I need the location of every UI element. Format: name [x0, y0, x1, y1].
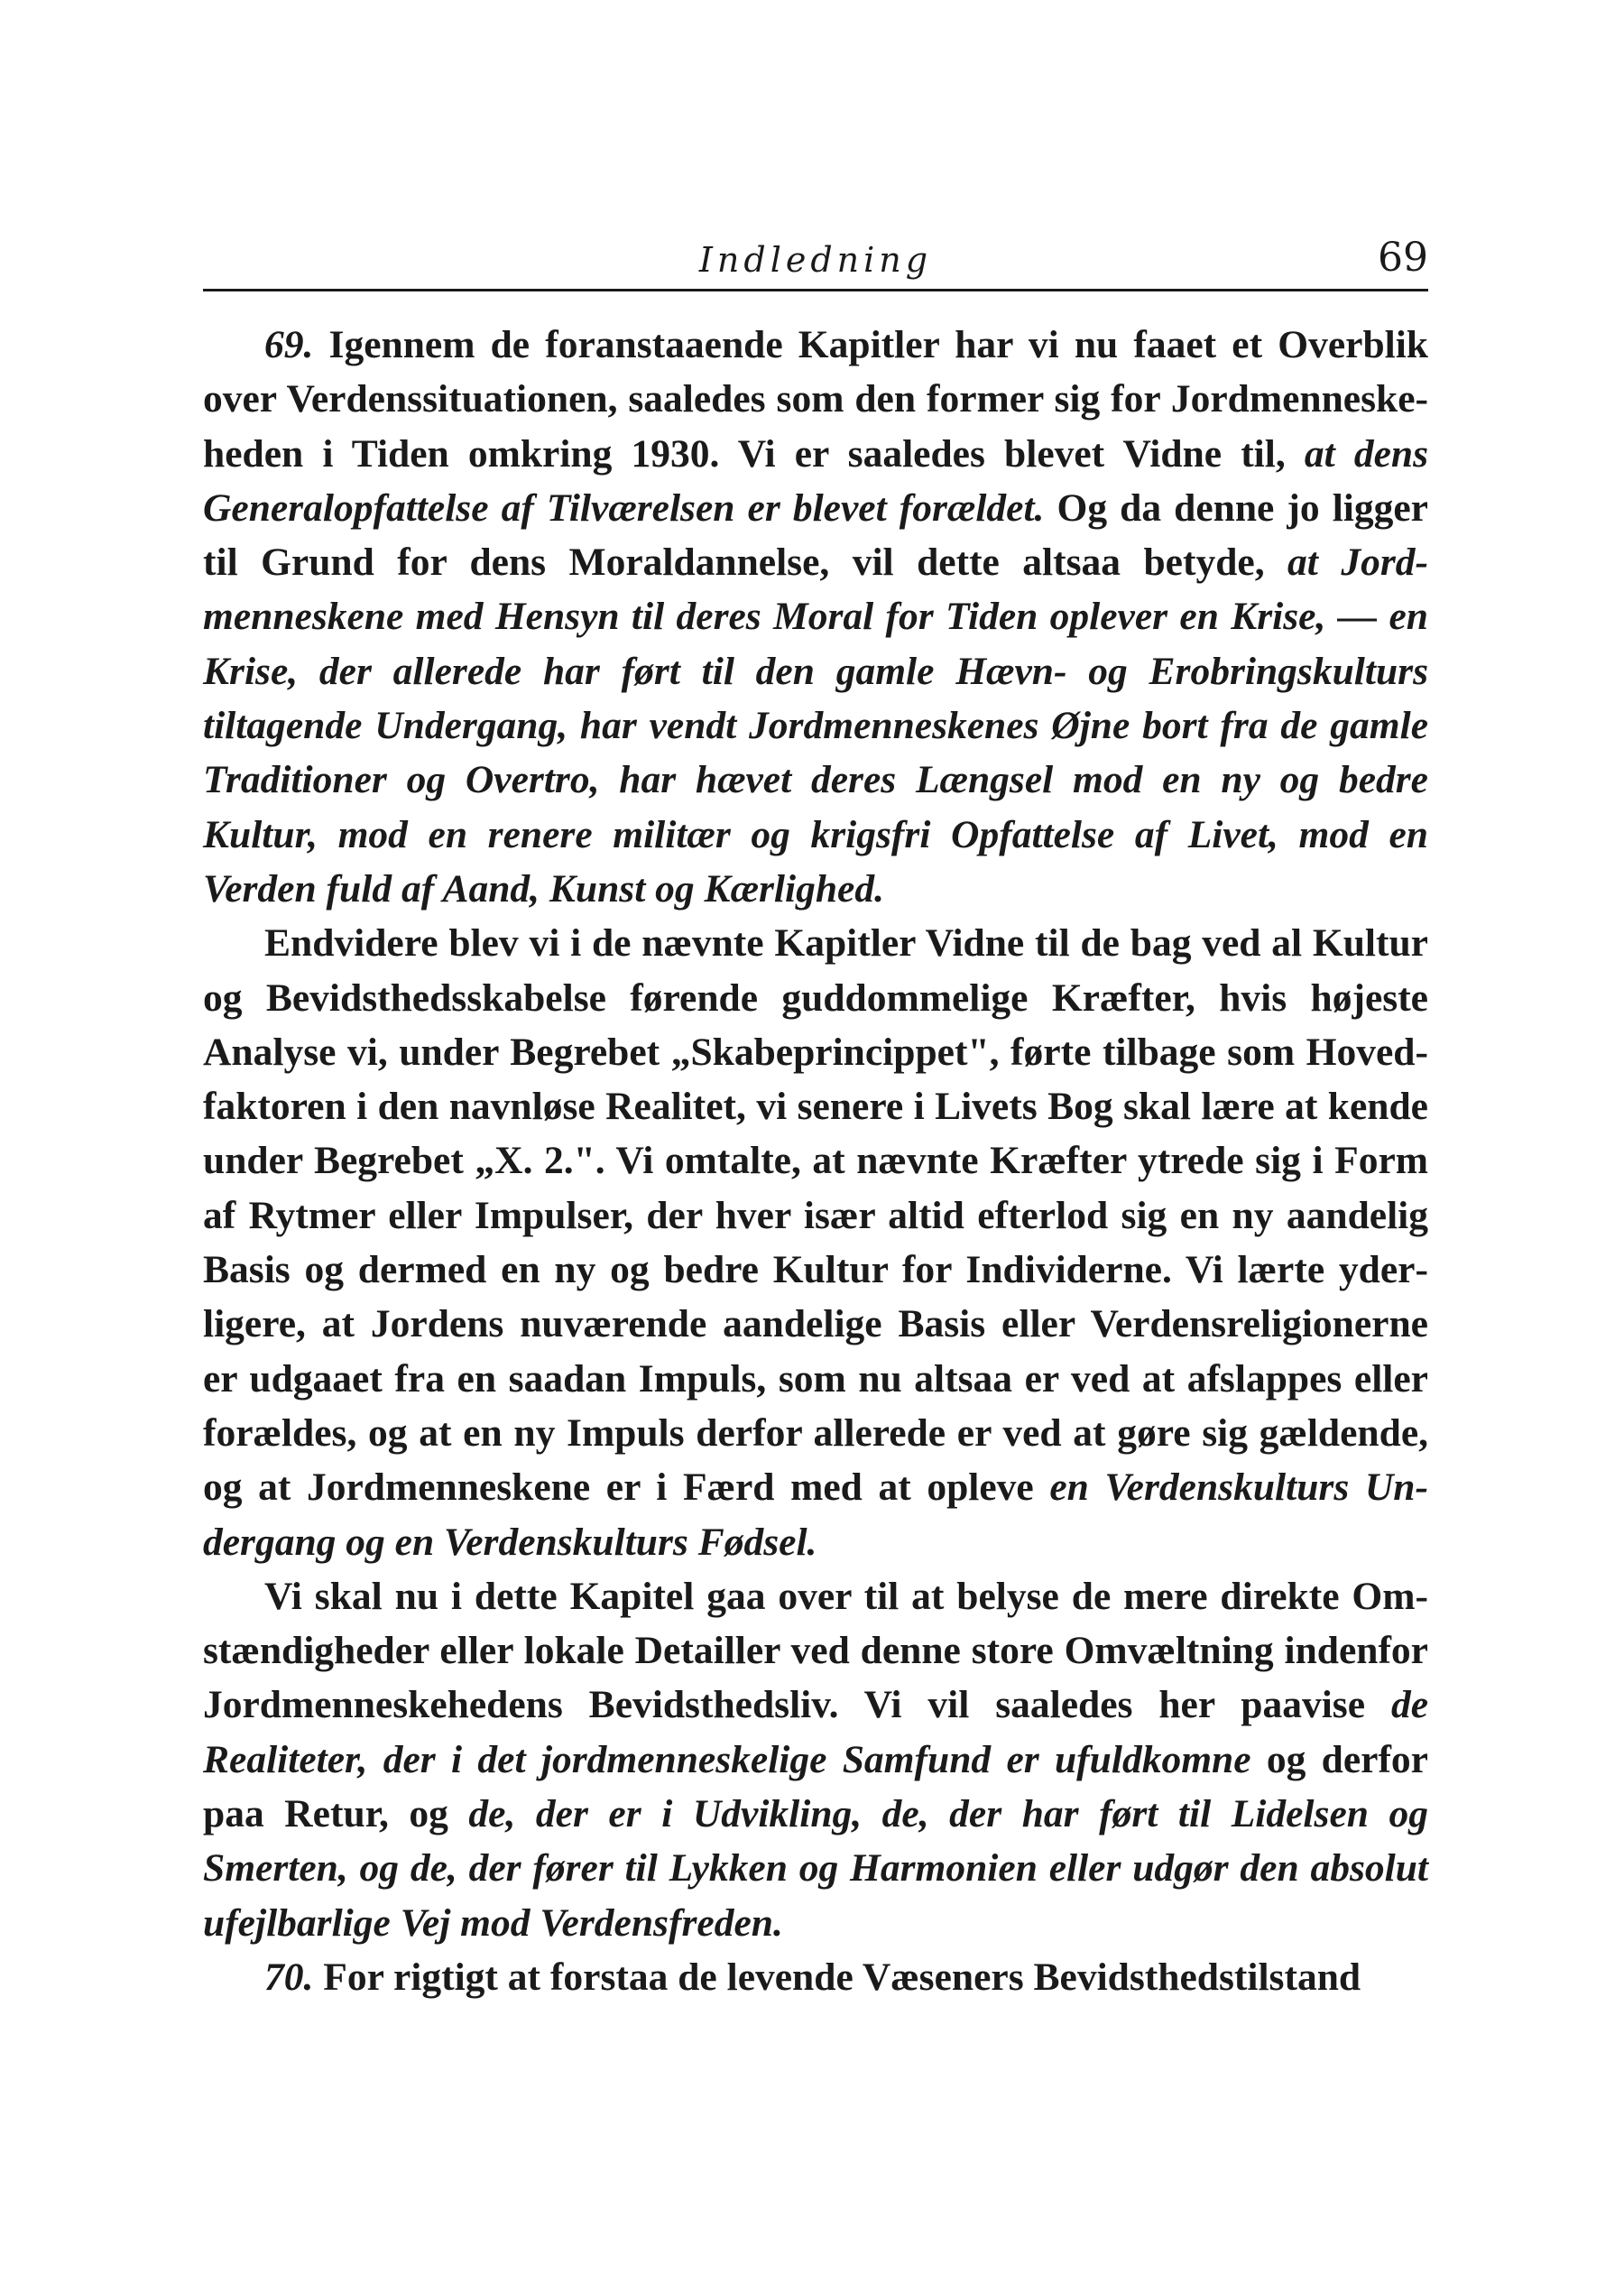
italic-run: at dens Generalopfattelse af Tilværelsen er blevet forældet.: [203, 431, 1428, 530]
paragraph-69: [203, 318, 1428, 916]
italic-run: en Verdenskulturs Undergang og en Verdenskulturs Fødsel.: [203, 1465, 1428, 1564]
text-run: og derfor paa Retur, og: [203, 1737, 1428, 1836]
chapter-title: Indledning: [698, 240, 933, 280]
running-header: [203, 235, 1428, 291]
italic-run: de, der er i Udvikling, de, der har ført til Lidelsen og Smerten, og de, der fører til Lykken og Harmonien eller udgør den absolut ufejlbarlige Vej mod Verdensfreden.: [203, 1792, 1428, 1945]
italic-run: 70.: [264, 1955, 314, 1999]
paragraph-endvidere: [203, 916, 1428, 1569]
italic-run: de Realiteter, der i det jordmenneskelige Samfund er ufuldkomne: [203, 1683, 1428, 1781]
text-run: For rigtigt at forstaa de levende Væseners Bevidsthedstilstand: [313, 1955, 1361, 1999]
page-number: 69: [1378, 235, 1428, 281]
paragraph-70: [203, 1950, 1428, 2004]
text-run: Og da denne jo ligger til Grund for dens Moraldannelse, vil dette altsaa betyde,: [203, 485, 1428, 585]
text-run: Vi skal nu i dette Kapitel gaa over til at belyse de mere direkte Omstændigheder eller lokale Detailler ved denne store Omvæltning indenfor Jordmenneskehedens Bevidsthedsliv. Vi vil saaledes her paavise: [203, 1574, 1428, 1727]
text-run: Igennem de foranstaaende Kapitler har vi nu faaet et Overblik over Verdenssituationen, saaledes som den former sig for Jordmenneskeheden i Tiden omkring 1930. Vi er saaledes blevet Vidne til,: [203, 323, 1428, 476]
body-text: [203, 318, 1428, 2004]
paragraph-vi-skal: [203, 1569, 1428, 1950]
text-run: Endvidere blev vi i de nævnte Kapitler Vidne til de bag ved al Kultur og Bevidsthedsskabelse førende guddommelige Kræfter, hvis højeste Analyse vi, under Begrebet „Skabeprincippet", førte tilbage som Hovedfaktoren i den navnløse Realitet, vi senere i Livets Bog skal lære at kende under Begrebet „X. 2.". Vi omtalte, at nævnte Kræfter ytrede sig i Form af Rytmer eller Impulser, der hver især altid efterlod sig en ny aandelig Basis og dermed en ny og bedre Kultur for Individerne. Vi lærte yderligere, at Jordens nuværende aandelige Basis eller Verdensreligionerne er udgaaet fra en saadan Impuls, som nu altsaa er ved at afslappes eller forældes, og at en ny Impuls derfor allerede er ved at gøre sig gældende, og at Jordmenneskene er i Færd med at opleve: [203, 921, 1428, 1510]
italic-run: 69.: [264, 323, 314, 366]
italic-run: at Jordmenneskene med Hensyn til deres Moral for Tiden oplever en Krise, — en Krise, der allerede har ført til den gamle Hævn- og Erobringskulturs tiltagende Undergang, har vendt Jordmenneskenes Øjne bort fra de gamle Traditioner og Overtro, har hævet deres Længsel mod en ny og bedre Kultur, mod en renere militær og krigsfri Opfattelse af Livet, mod en Verden fuld af Aand, Kunst og Kærlighed.: [203, 541, 1428, 911]
